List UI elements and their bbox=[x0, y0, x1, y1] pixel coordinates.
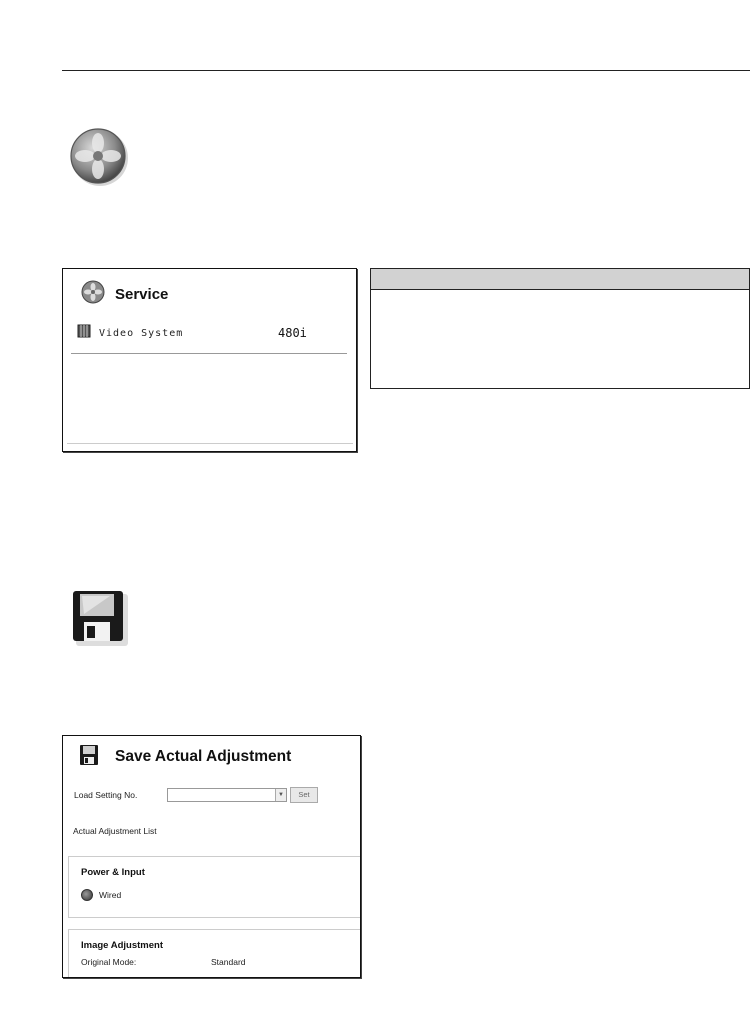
page-header-rule bbox=[62, 70, 750, 71]
image-adjustment-title: Image Adjustment bbox=[81, 940, 163, 951]
original-mode-label: Original Mode: bbox=[81, 957, 137, 967]
service-screenshot bbox=[62, 268, 357, 452]
save-title: Save Actual Adjustment bbox=[115, 748, 292, 765]
save-title-row bbox=[79, 742, 291, 772]
floppy-disk-icon bbox=[70, 588, 130, 648]
book-icon bbox=[77, 324, 91, 343]
video-system-label: Video System bbox=[99, 327, 184, 339]
load-setting-select[interactable] bbox=[167, 788, 287, 802]
info-table-header bbox=[371, 269, 749, 290]
service-icon bbox=[66, 124, 130, 188]
service-title-row bbox=[81, 281, 168, 307]
power-input-title: Power & Input bbox=[81, 867, 145, 878]
chevron-down-icon[interactable]: ▼ bbox=[275, 789, 286, 801]
set-button[interactable]: Set bbox=[290, 787, 318, 803]
service-title: Service bbox=[115, 285, 169, 303]
wired-label: Wired bbox=[99, 890, 122, 900]
image-adjustment-panel bbox=[68, 929, 361, 978]
video-system-value: 480i bbox=[278, 326, 307, 340]
wired-row bbox=[81, 889, 121, 901]
adjustment-list-label: Actual Adjustment List bbox=[73, 826, 157, 836]
info-table bbox=[370, 268, 750, 389]
video-system-row[interactable] bbox=[77, 325, 347, 341]
network-icon bbox=[81, 889, 93, 901]
load-setting-label: Load Setting No. bbox=[74, 790, 138, 800]
power-input-panel bbox=[68, 856, 361, 918]
save-adjustment-screenshot bbox=[62, 735, 361, 978]
floppy-disk-icon bbox=[79, 744, 99, 771]
divider bbox=[71, 353, 347, 354]
service-icon bbox=[81, 280, 105, 309]
divider bbox=[67, 443, 353, 444]
original-mode-value: Standard bbox=[211, 957, 246, 967]
